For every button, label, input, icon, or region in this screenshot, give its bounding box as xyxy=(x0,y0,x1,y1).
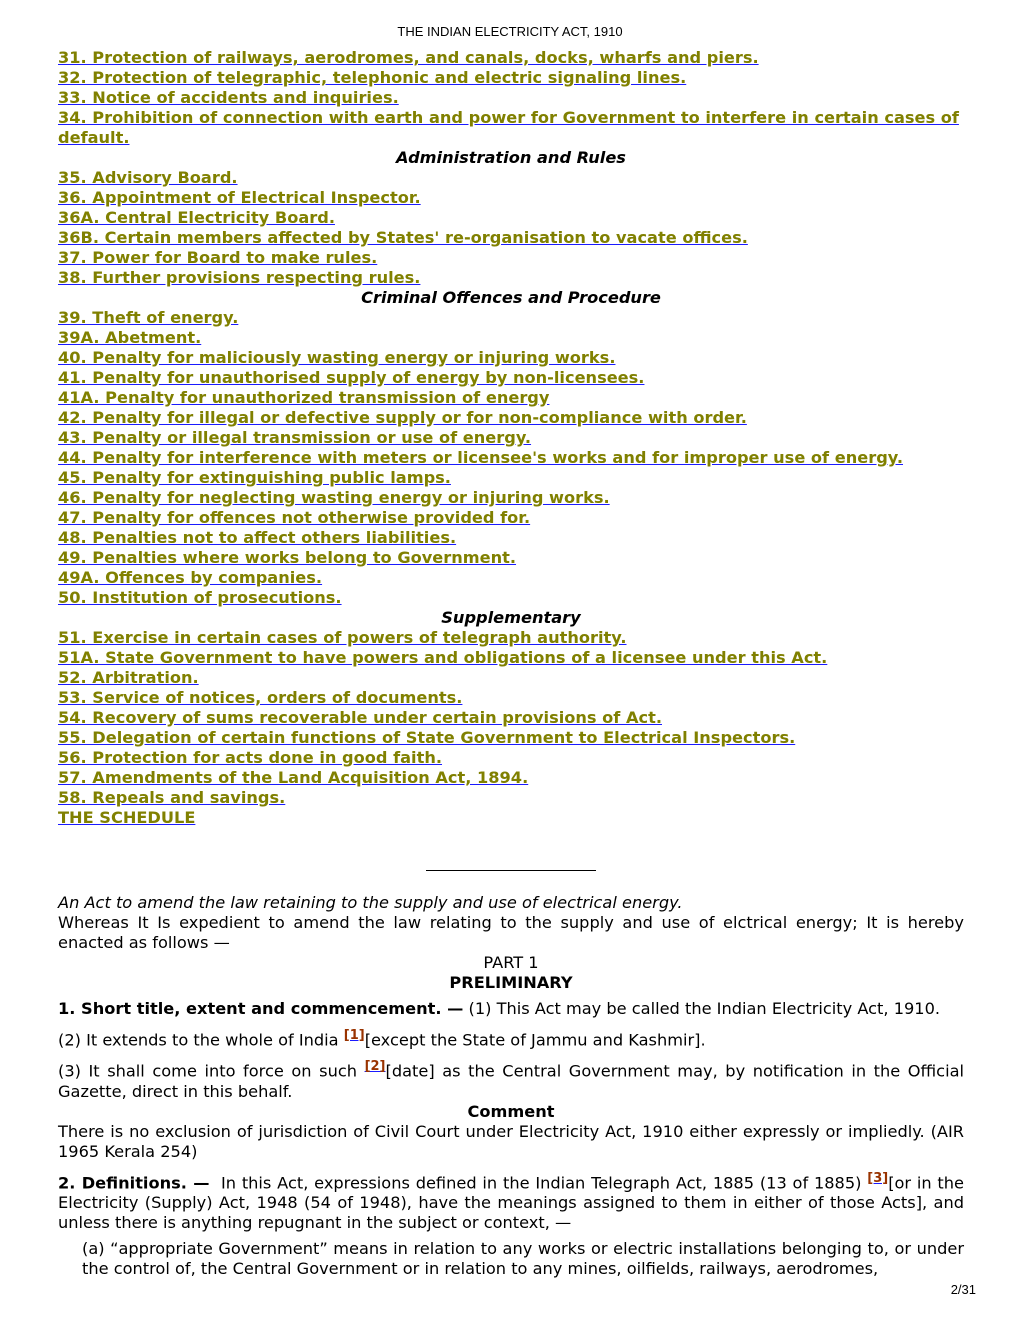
comment-heading: Comment xyxy=(467,1101,555,1121)
comment-text: There is no exclusion of jurisdiction of Civil Court under Electricity Act, 1910 either expressly or impliedly. (AIR 1965 Kerala 254) xyxy=(58,1121,964,1161)
text: (2) It extends to the whole of India xyxy=(58,1030,344,1050)
toc-link[interactable]: 48. Penalties not to affect others liabilities. xyxy=(58,528,457,547)
section-heading: Criminal Offences and Procedure xyxy=(361,288,661,307)
text: [except the State of Jammu and Kashmir]. xyxy=(364,1030,706,1050)
toc-link[interactable]: 38. Further provisions respecting rules. xyxy=(58,268,421,287)
section-1-3 xyxy=(58,1056,964,1101)
text: In this Act, expressions defined in the Indian Telegraph Act, 1885 (13 of 1885) xyxy=(209,1173,868,1193)
divider xyxy=(426,870,596,871)
part-title: PRELIMINARY xyxy=(449,973,573,992)
toc-link[interactable]: 40. Penalty for maliciously wasting energy or injuring works. xyxy=(58,348,616,367)
toc-group-a xyxy=(58,48,964,148)
section-1 xyxy=(58,999,964,1019)
toc-link[interactable]: 55. Delegation of certain functions of State Government to Electrical Inspectors. xyxy=(58,728,796,747)
toc-link[interactable]: 34. Prohibition of connection with earth and power for Government to interfere in certain cases of default. xyxy=(58,108,959,147)
section-2 xyxy=(58,1168,964,1233)
text: [or in the Electricity (Supply) Act, 1948 (54 of 1948), have the meanings assigned to them in either of those Acts], and unless there is anything repugnant in the subject or context, — xyxy=(58,1173,964,1233)
toc-link[interactable]: 37. Power for Board to make rules. xyxy=(58,248,378,267)
toc-link[interactable]: 53. Service of notices, orders of documents. xyxy=(58,688,463,707)
section-1-heading: 1. Short title, extent and commencement. — xyxy=(58,999,464,1018)
toc-link[interactable]: 42. Penalty for illegal or defective supply or for non-compliance with order. xyxy=(58,408,747,427)
part-label: PART 1 xyxy=(483,953,539,972)
toc-link[interactable]: 51A. State Government to have powers and obligations of a licensee under this Act. xyxy=(58,648,828,667)
toc-link[interactable]: 41. Penalty for unauthorised supply of energy by non-licensees. xyxy=(58,368,645,387)
toc-link[interactable]: 54. Recovery of sums recoverable under certain provisions of Act. xyxy=(58,708,662,727)
toc-link[interactable]: 39. Theft of energy. xyxy=(58,308,239,327)
toc-link[interactable]: 36B. Certain members affected by States' re-organisation to vacate offices. xyxy=(58,228,748,247)
toc-group-c xyxy=(58,308,964,608)
text: [date] as the Central Government may, by notification in the Official Gazette, direct in this behalf. xyxy=(58,1061,964,1101)
text: (3) It shall come into force on such xyxy=(58,1061,365,1081)
footnote-link-1[interactable]: [1] xyxy=(343,1028,365,1043)
toc-link[interactable]: 51. Exercise in certain cases of powers of telegraph authority. xyxy=(58,628,627,647)
toc-link[interactable]: 44. Penalty for interference with meters or licensee's works and for improper use of energy. xyxy=(58,448,903,467)
whereas-clause: Whereas It Is expedient to amend the law relating to the supply and use of elctrical energy; It is hereby enacted as follows — xyxy=(58,913,964,952)
preamble: An Act to amend the law retaining to the supply and use of electrical energy. xyxy=(58,893,683,912)
toc-link[interactable]: 43. Penalty or illegal transmission or use of energy. xyxy=(58,428,532,447)
toc-link[interactable]: 39A. Abetment. xyxy=(58,328,202,347)
toc-link[interactable]: THE SCHEDULE xyxy=(58,808,196,827)
running-header: THE INDIAN ELECTRICITY ACT, 1910 xyxy=(397,24,623,39)
toc-link[interactable]: 31. Protection of railways, aerodromes, and canals, docks, wharfs and piers. xyxy=(58,48,759,67)
toc-link[interactable]: 33. Notice of accidents and inquiries. xyxy=(58,88,399,107)
section-heading: Supplementary xyxy=(441,608,581,627)
section-1-text: (1) This Act may be called the Indian Electricity Act, 1910. xyxy=(463,999,941,1018)
section-heading: Administration and Rules xyxy=(396,148,626,167)
toc-link[interactable]: 36. Appointment of Electrical Inspector. xyxy=(58,188,421,207)
toc-group-b xyxy=(58,168,964,288)
toc-link[interactable]: 49A. Offences by companies. xyxy=(58,568,323,587)
toc-link[interactable]: 35. Advisory Board. xyxy=(58,168,238,187)
footnote-link-2[interactable]: [2] xyxy=(364,1059,386,1075)
footnote-link-3[interactable]: [3] xyxy=(867,1170,889,1186)
toc-link[interactable]: 52. Arbitration. xyxy=(58,668,199,687)
document-content xyxy=(58,48,964,1279)
toc-link[interactable]: 58. Repeals and savings. xyxy=(58,788,286,807)
toc-link[interactable]: 56. Protection for acts done in good faith. xyxy=(58,748,443,767)
toc-link[interactable]: 49. Penalties where works belong to Government. xyxy=(58,548,517,567)
toc-link[interactable]: 41A. Penalty for unauthorized transmission of energy xyxy=(58,388,550,407)
section-1-2 xyxy=(58,1025,964,1050)
toc-link[interactable]: 32. Protection of telegraphic, telephonic and electric signaling lines. xyxy=(58,68,687,87)
toc-link[interactable]: 50. Institution of prosecutions. xyxy=(58,588,342,607)
definition-a: (a) “appropriate Government” means in relation to any works or electric installations belonging to, or under the control of, the Central Government or in relation to any mines, oilfields, railways, aerodromes, xyxy=(82,1239,964,1279)
toc-link[interactable]: 36A. Central Electricity Board. xyxy=(58,208,335,227)
toc-link[interactable]: 57. Amendments of the Land Acquisition Act, 1894. xyxy=(58,768,529,787)
toc-link[interactable]: 45. Penalty for extinguishing public lamps. xyxy=(58,468,451,487)
toc-link[interactable]: 46. Penalty for neglecting wasting energy or injuring works. xyxy=(58,488,610,507)
toc-group-d xyxy=(58,628,964,828)
toc-link[interactable]: 47. Penalty for offences not otherwise provided for. xyxy=(58,508,531,527)
section-2-heading: 2. Definitions. — xyxy=(58,1173,210,1193)
page-number: 2/31 xyxy=(950,1282,976,1297)
